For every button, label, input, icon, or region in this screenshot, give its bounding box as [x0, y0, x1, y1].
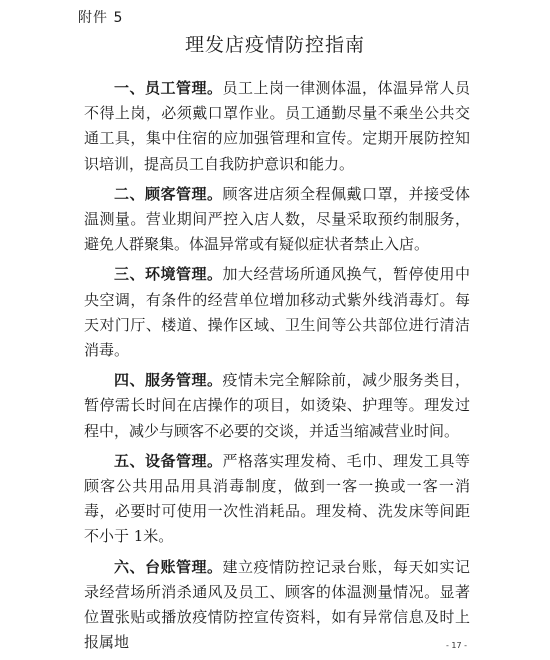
- attachment-label: 附件 5: [78, 10, 124, 26]
- section-text: 加大经营场所通风换气，暂停使用中央空调，有条件的经营单位增加移动式紫外线消毒灯。每天对门厅、楼道、操作区域、卫生间等公共部位进行清洁消毒。: [84, 265, 470, 360]
- section-text: 疫情未完全解除前，减少服务类目，暂停需长时间在店操作的项目，如烫染、护理等。理发过程中，减少与顾客不必要的交谈，并适当缩减营业时间。: [84, 371, 470, 440]
- section-environment: [84, 262, 470, 363]
- section-heading: 五、设备管理。: [114, 451, 223, 470]
- section-heading: 三、环境管理。: [114, 265, 223, 284]
- section-equipment: [84, 449, 470, 550]
- section-text: 顾客进店须全程佩戴口罩，并接受体温测量。营业期间严控入店人数，尽量采取预约制服务，避免人群聚集。体温异常或有疑似症状者禁止入店。: [84, 184, 470, 254]
- document-title: 理发店疫情防控指南: [184, 34, 365, 56]
- section-text: 严格落实理发椅、毛巾、理发工具等顾客公共用品用具消毒制度，做到一客一换或一客一消毒，必要时可使用一次性消耗品。理发椅、洗发床等间距不小于 1米。: [84, 451, 470, 546]
- section-service: [84, 368, 470, 444]
- page-number: - 17 -: [446, 641, 468, 650]
- section-heading: 四、服务管理。: [114, 371, 223, 390]
- section-text: 建立疫情防控记录台账，每天如实记录经营场所消杀通风及员工、顾客的体温测量情况。显著位置张贴或播放疫情防控宣传资料，如有异常信息及时上报属地: [84, 557, 470, 652]
- section-heading: 二、顾客管理。: [114, 184, 223, 203]
- document-body: [84, 76, 470, 660]
- section-text: 员工上岗一律测体温，体温异常人员不得上岗，必须戴口罩作业。员工通勤尽量不乘坐公共交通工具，集中住宿的应加强管理和宣传。定期开展防控知识培训，提高员工自我防护意识和能力。: [84, 79, 470, 173]
- section-heading: 六、台账管理。: [114, 557, 223, 576]
- section-staff: [84, 76, 470, 177]
- section-customers: [84, 182, 470, 258]
- section-records: [84, 555, 470, 656]
- section-heading: 一、员工管理。: [114, 79, 223, 97]
